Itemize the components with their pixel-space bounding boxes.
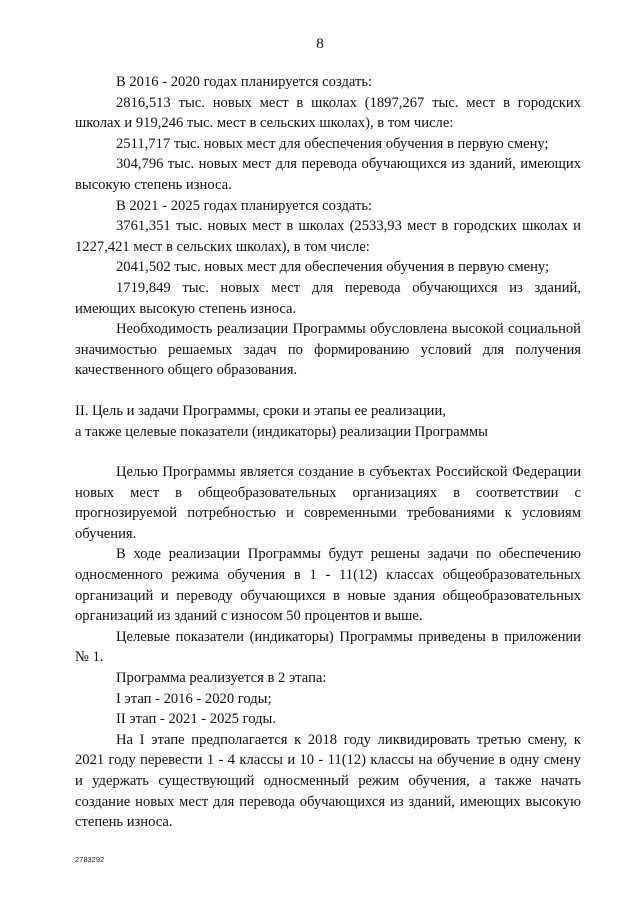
- document-body: [75, 72, 581, 833]
- page-number: 8: [316, 36, 324, 52]
- plan-2016-2020-schools: 2816,513 тыс. новых мест в школах (1897,267 тыс. мест в городских школах и 919,246 тыс. мест в сельских школах), в том числе:: [75, 94, 581, 132]
- goal-paragraph: Целью Программы является создание в субъектах Российской Федерации новых мест в общеобразовательных организациях в соответствии с прогнозируемой потребностью и современными требованиями к условиям обучения.: [75, 464, 581, 542]
- section-heading-line-1: II. Цель и задачи Программы, сроки и этапы ее реализации,: [75, 402, 446, 419]
- stages-intro: Программа реализуется в 2 этапа:: [116, 670, 327, 687]
- plan-2021-2025-schools: 3761,351 тыс. новых мест в школах (2533,93 мест в городских школах и 1227,421 мест в сельских школах), в том числе:: [75, 218, 581, 255]
- document-id: 2783292: [75, 855, 105, 864]
- necessity-paragraph: Необходимость реализации Программы обусловлена высокой социальной значимостью решаемых задач по формированию условий для получения качественного общего образования.: [75, 321, 581, 379]
- plan-2021-2025-first-shift: 2041,502 тыс. новых мест для обеспечения обучения в первую смену;: [116, 259, 550, 276]
- stage-1-line: I этап - 2016 - 2020 годы;: [116, 690, 272, 707]
- plan-2016-2020-transfer: 304,796 тыс. новых мест для перевода обучающихся из зданий, имеющих высокую степень износа.: [75, 156, 581, 193]
- plan-2021-2025-transfer: 1719,849 тыс. новых мест для перевода обучающихся из зданий, имеющих высокую степень износа.: [75, 279, 581, 317]
- plan-2021-2025-intro: В 2021 - 2025 годах планируется создать:: [116, 197, 373, 214]
- stage-1-plan-paragraph: На I этапе предполагается к 2018 году ликвидировать третью смену, к 2021 году перевести 1 - 4 классы и 10 - 11(12) классы на обучение в одну смену и удержать существующий односменный режим обучения, а также начать создание новых мест для перевода обучающихся из зданий, имеющих высокую степень износа.: [75, 731, 581, 831]
- tasks-paragraph: В ходе реализации Программы будут решены задачи по обеспечению односменного режима обучения в 1 - 11(12) классах общеобразовательных организаций и переводу обучающихся в новые здания общеобразовательных организаций из зданий с износом 50 процентов и выше.: [75, 546, 581, 625]
- plan-2016-2020-first-shift: 2511,717 тыс. новых мест для обеспечения обучения в первую смену;: [116, 135, 549, 152]
- section-heading-line-2: а также целевые показатели (индикаторы) реализации Программы: [75, 423, 488, 440]
- indicators-paragraph: Целевые показатели (индикаторы) Программы приведены в приложении № 1.: [75, 628, 581, 666]
- stage-2-line: II этап - 2021 - 2025 годы.: [116, 711, 276, 728]
- plan-2016-2020-intro: В 2016 - 2020 годах планируется создать:: [116, 74, 373, 90]
